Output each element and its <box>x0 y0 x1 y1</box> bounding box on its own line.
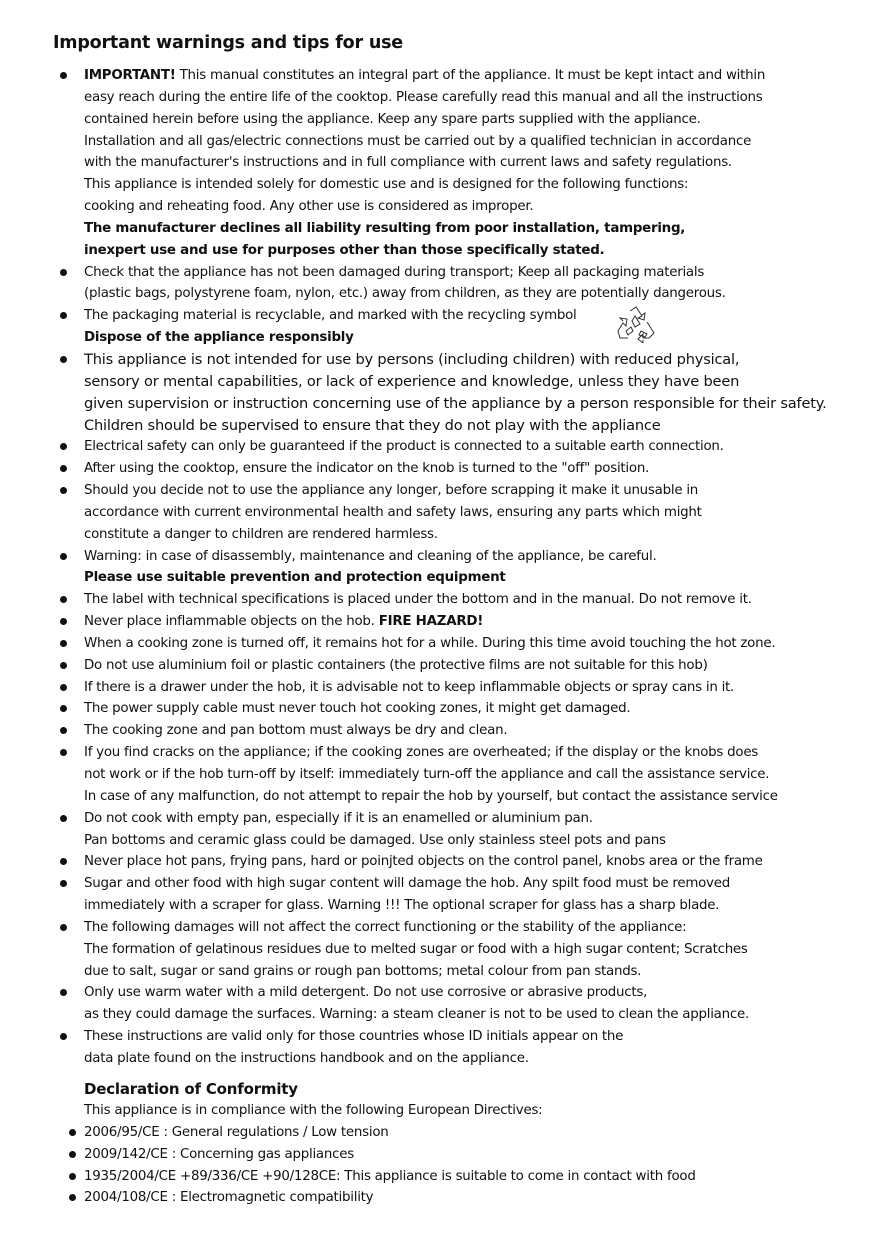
page-title: Important warnings and tips for use <box>53 33 403 53</box>
warning-item <box>0 982 874 1026</box>
warning-item <box>0 65 874 262</box>
declaration-intro: This appliance is in compliance with the following European Directives: <box>84 1103 543 1118</box>
warning-line <box>84 87 874 109</box>
body-text: Children should be supervised to ensure that they do not play with the appliance <box>84 416 661 434</box>
warning-line <box>84 655 874 677</box>
declaration-title: Declaration of Conformity <box>84 1080 298 1098</box>
directive-text: 2009/142/CE : Concerning gas appliances <box>84 1146 354 1162</box>
bullet-icon <box>69 1194 76 1201</box>
warning-item <box>0 349 874 436</box>
warning-line <box>84 436 874 458</box>
bullet-icon <box>60 465 67 472</box>
warning-item <box>0 458 874 480</box>
declaration-of-conformity <box>0 1078 874 1209</box>
warning-line <box>84 589 874 611</box>
body-text: The formation of gelatinous residues due to melted sugar or food with a high sugar content; Scratches <box>84 941 748 957</box>
body-text: After using the cooktop, ensure the indicator on the knob is turned to the "off" position. <box>84 461 650 477</box>
warning-line <box>84 698 874 720</box>
warning-item <box>0 436 874 458</box>
bullet-icon <box>60 1033 67 1040</box>
warning-item <box>0 1026 874 1070</box>
warning-line <box>84 982 874 1004</box>
warning-line <box>84 1048 874 1070</box>
warning-line <box>84 502 874 524</box>
bullet-icon <box>60 705 67 712</box>
body-text: This manual constitutes an integral part of the appliance. It must be kept intact and within <box>175 68 766 83</box>
body-text: If there is a drawer under the hob, it is advisable not to keep inflammable objects or spray cans in it. <box>84 679 735 695</box>
warning-line <box>84 764 874 786</box>
warning-item <box>0 589 874 611</box>
bullet-icon <box>60 356 67 363</box>
warning-line <box>84 546 874 568</box>
warning-line <box>84 1026 874 1048</box>
body-text: given supervision or instruction concerning use of the appliance by a person responsible for their safety. <box>84 394 827 412</box>
warning-line <box>84 742 874 764</box>
warning-line <box>84 808 874 830</box>
warning-item <box>0 305 874 349</box>
bullet-icon <box>60 640 67 647</box>
directive-text: 2004/108/CE : Electromagnetic compatibility <box>84 1190 374 1206</box>
warning-line <box>84 895 874 917</box>
bullet-icon <box>60 662 67 669</box>
warning-line <box>84 480 874 502</box>
warning-line <box>84 830 874 852</box>
warning-item <box>0 633 874 655</box>
body-text: Check that the appliance has not been damaged during transport; Keep all packaging materials <box>84 264 705 280</box>
body-text: accordance with current environmental health and safety laws, ensuring any parts which might <box>84 504 702 520</box>
warning-line <box>84 283 874 305</box>
bullet-icon <box>60 989 67 996</box>
warning-line <box>84 633 874 655</box>
warning-line <box>84 611 874 633</box>
warning-item <box>0 546 874 590</box>
warning-line <box>84 873 874 895</box>
emphasis-text: FIRE HAZARD! <box>378 614 484 630</box>
warning-line <box>84 939 874 961</box>
bullet-icon <box>60 312 67 319</box>
body-text: easy reach during the entire life of the cooktop. Please carefully read this manual and all the instructions <box>84 89 763 105</box>
body-text: Warning: in case of disassembly, maintenance and cleaning of the appliance, be careful. <box>84 548 657 564</box>
bullet-icon <box>60 596 67 603</box>
bullet-icon <box>60 684 67 691</box>
warning-item <box>0 480 874 546</box>
warning-line <box>84 961 874 983</box>
warning-line <box>84 371 874 393</box>
warning-line <box>84 851 874 873</box>
body-text: Installation and all gas/electric connections must be carried out by a qualified technician in accordance <box>84 133 752 149</box>
directive-item <box>0 1122 874 1144</box>
warning-line <box>84 109 874 131</box>
warning-line <box>84 327 874 349</box>
directive-item <box>0 1187 874 1209</box>
warning-line <box>84 174 874 196</box>
warning-item <box>0 808 874 852</box>
warning-item <box>0 677 874 699</box>
body-text: immediately with a scraper for glass. Warning !!! The optional scraper for glass has a sharp blade. <box>84 898 720 914</box>
body-text: with the manufacturer's instructions and in full compliance with current laws and safety regulations. <box>84 155 732 171</box>
bullet-icon <box>60 815 67 822</box>
emphasis-text: IMPORTANT! <box>84 68 176 83</box>
body-text: Sugar and other food with high sugar content will damage the hob. Any spilt food must be removed <box>84 876 730 892</box>
warning-line <box>84 65 874 87</box>
body-text: The cooking zone and pan bottom must always be dry and clean. <box>84 723 508 739</box>
body-text: cooking and reheating food. Any other use is considered as improper. <box>84 199 534 215</box>
body-text: The label with technical specifications is placed under the bottom and in the manual. Do not remove it. <box>84 592 752 608</box>
emphasis-text: Dispose of the appliance responsibly <box>84 330 354 346</box>
warning-item <box>0 611 874 633</box>
body-text: This appliance is intended solely for domestic use and is designed for the following functions: <box>84 177 689 193</box>
bullet-icon <box>69 1129 76 1136</box>
body-text: contained herein before using the appliance. Keep any spare parts supplied with the appliance. <box>84 111 701 127</box>
bullet-icon <box>69 1151 76 1158</box>
warning-item <box>0 720 874 742</box>
body-text: Never place inflammable objects on the hob. <box>84 614 379 630</box>
body-text: Should you decide not to use the appliance any longer, before scrapping it make it unusable in <box>84 483 699 499</box>
warning-line <box>84 262 874 284</box>
bullet-icon <box>60 924 67 931</box>
bullet-icon <box>60 487 67 494</box>
emphasis-text: inexpert use and use for purposes other than those specifically stated. <box>84 242 605 258</box>
body-text: Do not cook with empty pan, especially if it is an enamelled or aluminium pan. <box>84 810 593 826</box>
body-text: If you find cracks on the appliance; if the cooking zones are overheated; if the display or the knobs does <box>84 745 759 761</box>
warning-line <box>84 567 874 589</box>
warning-line <box>84 131 874 153</box>
bullet-icon <box>60 880 67 887</box>
warning-line <box>84 218 874 240</box>
body-text: data plate found on the instructions handbook and on the appliance. <box>84 1050 529 1066</box>
warning-item <box>0 873 874 917</box>
directive-item <box>0 1144 874 1166</box>
body-text: Only use warm water with a mild detergent. Do not use corrosive or abrasive products, <box>84 985 648 1001</box>
body-text: Pan bottoms and ceramic glass could be damaged. Use only stainless steel pots and pans <box>84 832 666 848</box>
body-text: due to salt, sugar or sand grains or rough pan bottoms; metal colour from pan stands. <box>84 963 642 979</box>
body-text: The power supply cable must never touch hot cooking zones, it might get damaged. <box>84 701 631 717</box>
body-text: as they could damage the surfaces. Warning: a steam cleaner is not to be used to clean the appliance. <box>84 1007 749 1023</box>
body-text: The packaging material is recyclable, and marked with the recycling symbol <box>84 308 577 324</box>
directive-text: 2006/95/CE : General regulations / Low tension <box>84 1124 389 1140</box>
body-text: sensory or mental capabilities, or lack of experience and knowledge, unless they have been <box>84 372 740 390</box>
bullet-icon <box>60 553 67 560</box>
bullet-icon <box>60 858 67 865</box>
warning-line <box>84 1004 874 1026</box>
bullet-icon <box>60 443 67 450</box>
emphasis-text: The manufacturer declines all liability resulting from poor installation, tampering, <box>84 220 686 236</box>
body-text: not work or if the hob turn-off by itself: immediately turn-off the appliance and call the assistance service. <box>84 767 770 782</box>
warning-item <box>0 742 874 808</box>
warnings-list <box>0 65 874 1070</box>
emphasis-text: Please use suitable prevention and protection equipment <box>84 570 506 586</box>
bullet-icon <box>69 1173 76 1180</box>
directive-list <box>0 1122 874 1209</box>
warning-item <box>0 917 874 983</box>
warning-line <box>84 240 874 262</box>
bullet-icon <box>60 727 67 734</box>
body-text: The following damages will not affect the correct functioning or the stability of the appliance: <box>84 919 687 935</box>
body-text: This appliance is not intended for use by persons (including children) with reduced physical, <box>84 350 740 368</box>
directive-text: 1935/2004/CE +89/336/CE +90/128CE: This appliance is suitable to come in contact with food <box>84 1168 696 1184</box>
directive-item <box>0 1166 874 1188</box>
body-text: When a cooking zone is turned off, it remains hot for a while. During this time avoid touching the hot zone. <box>84 635 776 651</box>
warning-line <box>84 458 874 480</box>
body-text: Do not use aluminium foil or plastic containers (the protective films are not suitable for this hob) <box>84 657 708 673</box>
warning-line <box>84 917 874 939</box>
warning-line <box>84 305 874 327</box>
warning-line <box>84 524 874 546</box>
warning-line <box>84 677 874 699</box>
bullet-icon <box>60 618 67 625</box>
body-text: Electrical safety can only be guaranteed if the product is connected to a suitable earth connection. <box>84 439 724 455</box>
body-text: constitute a danger to children are rendered harmless. <box>84 526 438 542</box>
warning-line <box>84 152 874 174</box>
recycling-symbol-icon <box>616 305 658 343</box>
bullet-icon <box>60 269 67 276</box>
warning-item <box>0 262 874 306</box>
body-text: (plastic bags, polystyrene foam, nylon, etc.) away from children, as they are potentially dangerous. <box>84 286 726 302</box>
warning-line <box>84 349 874 371</box>
warning-line <box>84 786 874 808</box>
warning-line <box>84 393 874 415</box>
bullet-icon <box>60 749 67 756</box>
body-text: Never place hot pans, frying pans, hard or poinjted objects on the control panel, knobs area or the frame <box>84 854 763 870</box>
warning-item <box>0 655 874 677</box>
body-text: In case of any malfunction, do not attempt to repair the hob by yourself, but contact the assistance service <box>84 788 778 804</box>
warning-item <box>0 698 874 720</box>
warning-line <box>84 720 874 742</box>
bullet-icon <box>60 72 67 79</box>
warning-line <box>84 196 874 218</box>
warning-line <box>84 415 874 437</box>
warning-item <box>0 851 874 873</box>
body-text: These instructions are valid only for those countries whose ID initials appear on the <box>84 1029 624 1045</box>
